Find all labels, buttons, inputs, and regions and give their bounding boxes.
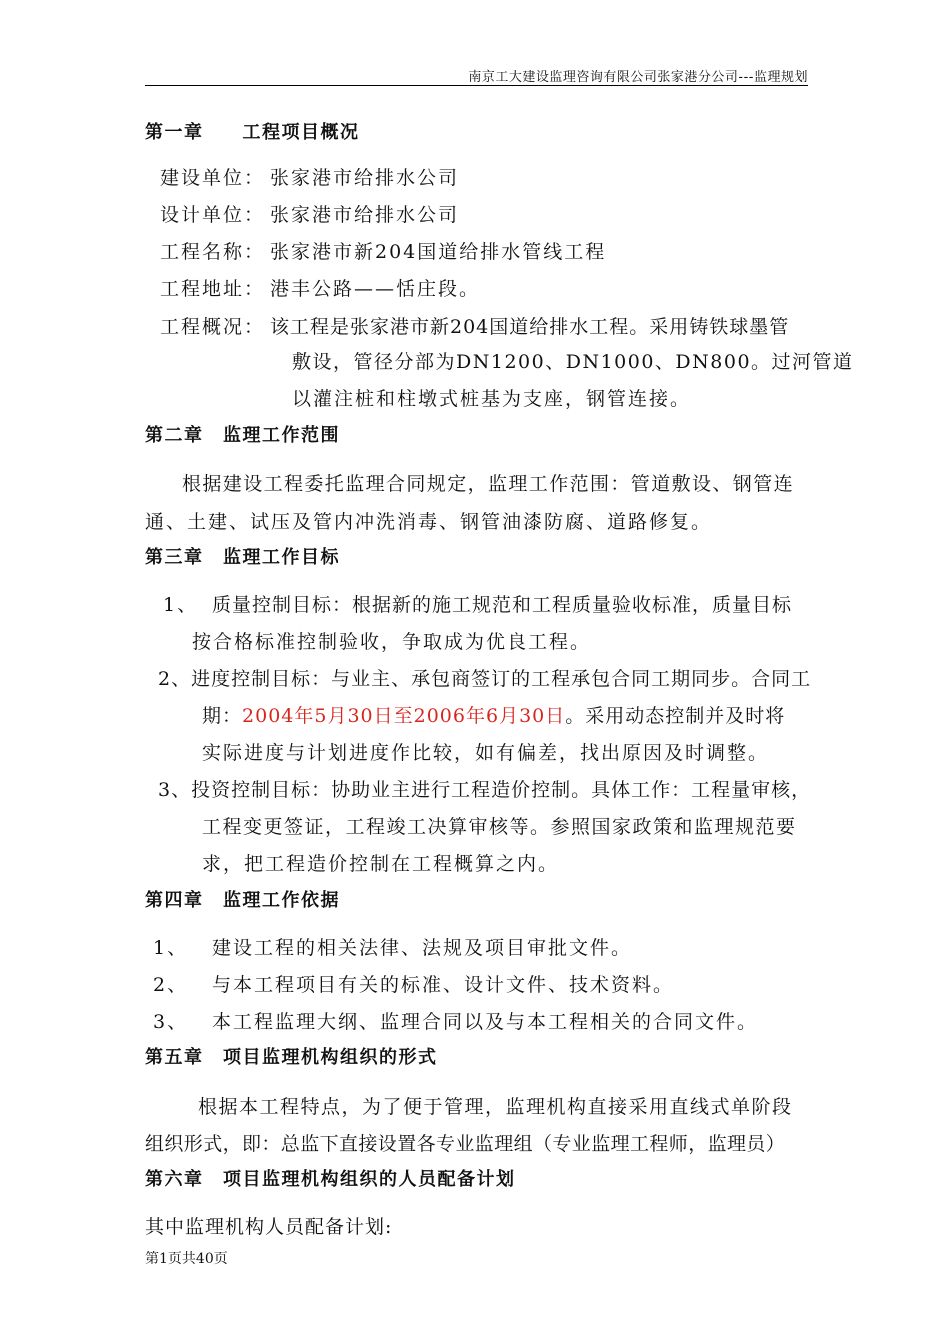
field-value-owner: 张家港市给排水公司 (270, 167, 460, 189)
ch5-paragraph-line-1: 根据本工程特点，为了便于管理，监理机构直接采用直线式单阶段 (198, 1096, 793, 1118)
contract-period-dates: 2004年5月30日至2006年6月30日 (242, 705, 566, 727)
ch4-item-2-text: 与本工程项目有关的标准、设计文件、技术资料。 (212, 974, 675, 996)
header-rule (145, 85, 808, 86)
field-value-address: 港丰公路——恬庄段。 (270, 278, 481, 300)
ch3-item-2-line-1: 2、进度控制目标：与业主、承包商签订的工程承包合同工期同步。合同工 (158, 668, 812, 690)
ch3-item-2-line-3: 实际进度与计划进度作比较，如有偏差，找出原因及时调整。 (202, 742, 770, 764)
ch3-item-3-line-3: 求，把工程造价控制在工程概算之内。 (202, 853, 560, 875)
field-label-project-name: 工程名称： (160, 241, 266, 263)
field-value-project-name: 张家港市新204国道给排水管线工程 (270, 241, 607, 263)
ch4-item-1-number: 1、 (153, 937, 189, 959)
ch3-item-2-line-2 (202, 701, 785, 728)
ch4-item-1-text: 建设工程的相关法律、法规及项目审批文件。 (212, 937, 633, 959)
chapter-4-title: 第四章 监理工作依据 (145, 890, 340, 911)
chapter-2-title: 第二章 监理工作范围 (145, 425, 340, 446)
ch2-paragraph-line-1: 根据建设工程委托监理合同规定，监理工作范围：管道敷设、钢管连 (182, 473, 795, 495)
ch6-intro-line: 其中监理机构人员配备计划: (145, 1216, 393, 1238)
field-label-owner: 建设单位： (160, 167, 266, 189)
ch3-item-1-number: 1、 (163, 594, 199, 616)
chapter-1-title: 第一章 工程项目概况 (145, 122, 360, 143)
ch5-paragraph-line-2: 组织形式，即：总监下直接设置各专业监理组（专业监理工程师，监理员） (145, 1133, 786, 1155)
page-number: 第1页共40页 (145, 1251, 228, 1267)
overview-line-2: 敷设，管径分部为DN1200、DN1000、DN800。过河管道 (292, 351, 854, 373)
chapter-6-title: 第六章 项目监理机构组织的人员配备计划 (145, 1169, 516, 1190)
ch3-item-1-line-2: 按合格标准控制验收，争取成为优良工程。 (192, 631, 592, 653)
field-label-address: 工程地址： (160, 278, 266, 300)
ch4-item-3-number: 3、 (153, 1011, 189, 1033)
field-label-overview: 工程概况： (160, 316, 266, 338)
chapter-3-title: 第三章 监理工作目标 (145, 547, 340, 568)
running-header: 南京工大建设监理咨询有限公司张家港分公司---监理规划 (468, 70, 808, 85)
ch3-item-1-line-1: 质量控制目标：根据新的施工规范和工程质量验收标准，质量目标 (212, 594, 793, 616)
field-label-designer: 设计单位： (160, 204, 266, 226)
field-value-designer: 张家港市给排水公司 (270, 204, 460, 226)
ch3-item-3-line-2: 工程变更签证，工程竣工决算审核等。参照国家政策和监理规范要 (202, 816, 797, 838)
ch4-item-3-text: 本工程监理大纲、监理合同以及与本工程相关的合同文件。 (212, 1011, 759, 1033)
ch3-item-2-suffix: 。采用动态控制并及时将 (565, 705, 786, 727)
ch4-item-2-number: 2、 (153, 974, 189, 996)
overview-line-1: 该工程是张家港市新204国道给排水工程。采用铸铁球墨管 (270, 316, 790, 338)
overview-line-3: 以灌注桩和柱墩式桩基为支座，钢管连接。 (292, 388, 692, 410)
ch2-paragraph-line-2: 通、土建、试压及管内冲洗消毒、钢管油漆防腐、道路修复。 (145, 511, 713, 533)
ch3-item-3-line-1: 3、投资控制目标：协助业主进行工程造价控制。具体工作：工程量审核， (158, 779, 812, 801)
chapter-5-title: 第五章 项目监理机构组织的形式 (145, 1047, 438, 1068)
ch3-item-2-prefix: 期： (202, 705, 243, 727)
